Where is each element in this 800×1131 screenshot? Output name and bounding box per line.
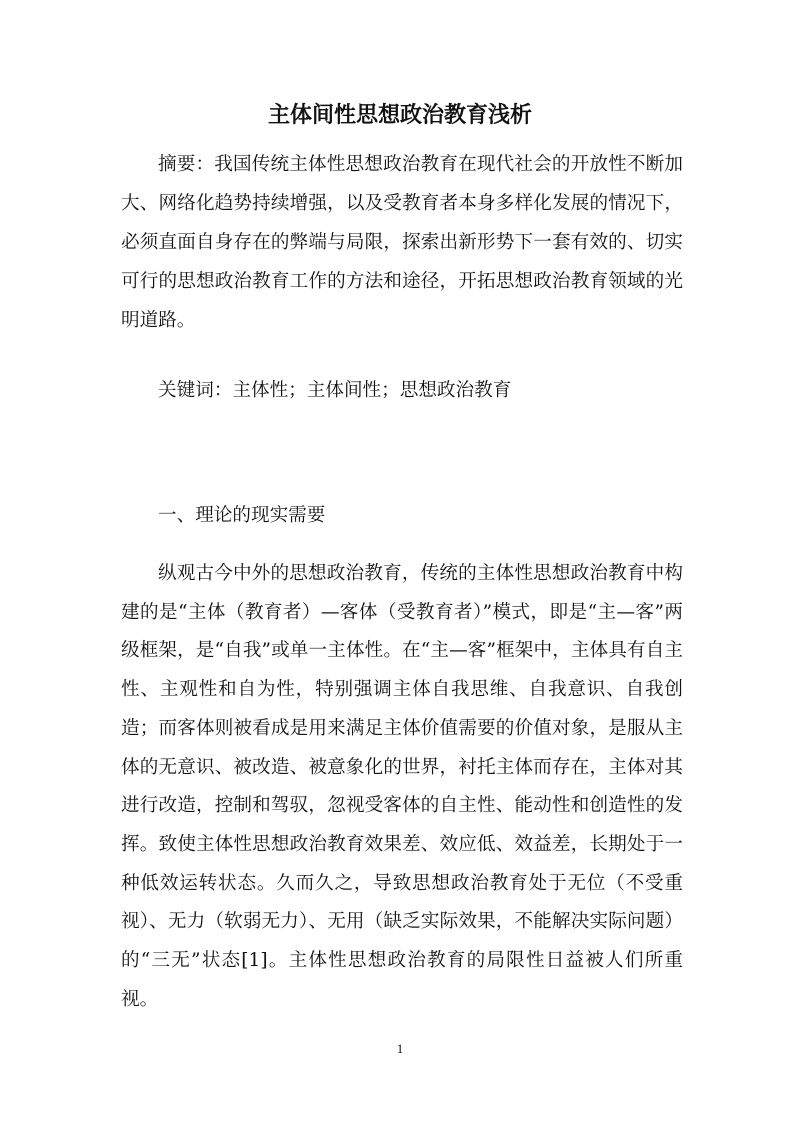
section-heading: 一、理论的现实需要 (158, 505, 326, 526)
page-number: 1 (396, 1041, 404, 1056)
keywords-line: 关键词：主体性；主体间性；思想政治教育 (158, 380, 512, 401)
abstract-paragraph: 摘要：我国传统主体性思想政治教育在现代社会的开放性不断加大、网络化趋势持续增强，以及受教育者本身多样化发展的情况下，必须直面自身存在的弊端与局限，探索出新形势下一套有效的、切实可行的思想政治教育工作的方法和途径，开拓思想政治教育领域的光明道路。 (121, 154, 683, 331)
document-title: 主体间性思想政治教育浅析 (267, 103, 532, 128)
body-paragraph: 纵观古今中外的思想政治教育，传统的主体性思想政治教育中构建的是“主体（教育者）—客体（受教育者）”模式，即是“主—客”两级框架，是“自我”或单一主体性。在“主—客”框架中，主体具有自主性、主观性和自为性，特别强调主体自我思维、自我意识、自我创造；而客体则被看成是用来满足主体价值需要的价值对象，是服从主体的无意识、被改造、被意象化的世界，衬托主体而存在，主体对其进行改造，控制和驾驭，忽视受客体的自主性、能动性和创造性的发挥。致使主体性思想政治教育效果差、效应低、效益差，长期处于一种低效运转状态。久而久之，导致思想政治教育处于无位（不受重视）、无力（软弱无力）、无用（缺乏实际效果，不能解决实际问题）的“三无”状态[1]。主体性思想政治教育的局限性日益被人们所重视。 (121, 563, 683, 1010)
